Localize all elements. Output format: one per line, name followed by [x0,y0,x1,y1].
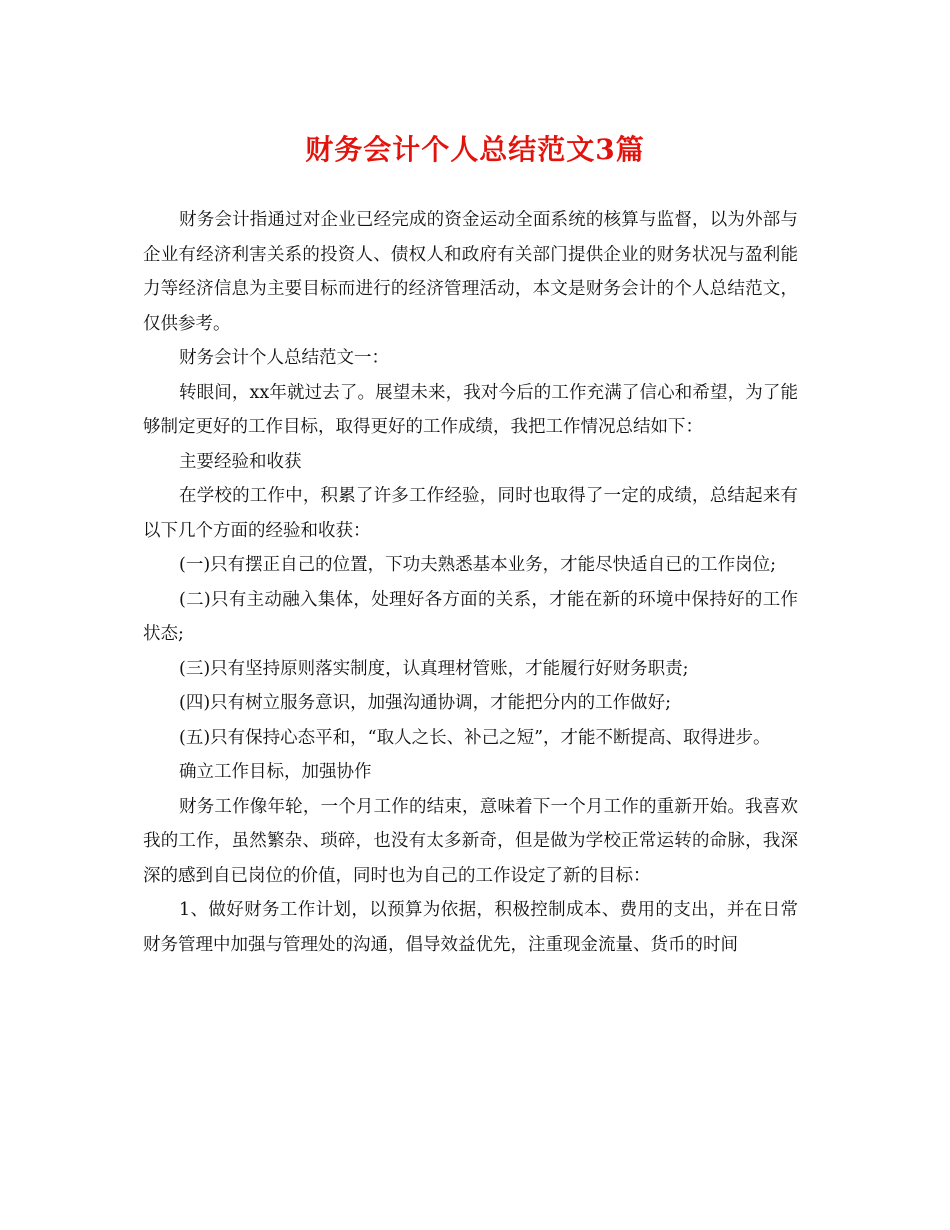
list-item: (一)只有摆正自己的位置，下功夫熟悉基本业务，才能尽快适自已的工作岗位; [179,555,777,575]
paragraph-intro: 财务会计指通过对企业已经完成的资金运动全面系统的核算与监督，以为外部与企业有经济利害关系的投资人、债权人和政府有关部门提供企业的财务状况与盈利能力等经济信息为主要目标而进行的经济管理活动，本文是财务会计的个人总结范文，仅供参考。 [143,210,798,334]
paragraph: 在学校的工作中，积累了许多工作经验，同时也取得了一定的成绩，总结起来有以下几个方面的经验和收获： [143,486,798,541]
list-item: (三)只有坚持原则落实制度，认真理材管账，才能履行好财务职责; [179,658,689,679]
list-item: (四)只有树立服务意识，加强沟通协调，才能把分内的工作做好; [179,693,672,713]
document-body [143,203,798,962]
paragraph-subheading: 主要经验和收获 [179,451,302,472]
document-title: 财务会计个人总结范文3篇 [305,133,645,166]
paragraph: 财务工作像年轮，一个月工作的结束，意味着下一个月工作的重新开始。我喜欢我的工作，虽然繁杂、琐碎，也没有太多新奇，但是做为学校正常运转的命脉，我深深的感到自已岗位的价值，同时也为自己的工作设定了新的目标： [143,796,798,886]
list-item: (五)只有保持心态平和，“取人之长、补己之短”，才能不断提高、取得进步。 [179,727,771,748]
paragraph-section-heading: 财务会计个人总结范文一： [179,348,389,368]
paragraph-opening: 转眼间，xx年就过去了。展望未来，我对今后的工作充满了信心和希望，为了能够制定更好的工作目标，取得更好的工作成绩，我把工作情况总结如下： [143,382,798,437]
list-item: 1、做好财务工作计划，以预算为依据，积极控制成本、费用的支出，并在日常财务管理中加强与管理处的沟通，倡导效益优先，注重现金流量、货币的时间 [143,900,798,955]
list-item: (二)只有主动融入集体，处理好各方面的关系，才能在新的环境中保持好的工作状态; [143,589,798,644]
paragraph-subheading: 确立工作目标，加强协作 [179,762,372,782]
